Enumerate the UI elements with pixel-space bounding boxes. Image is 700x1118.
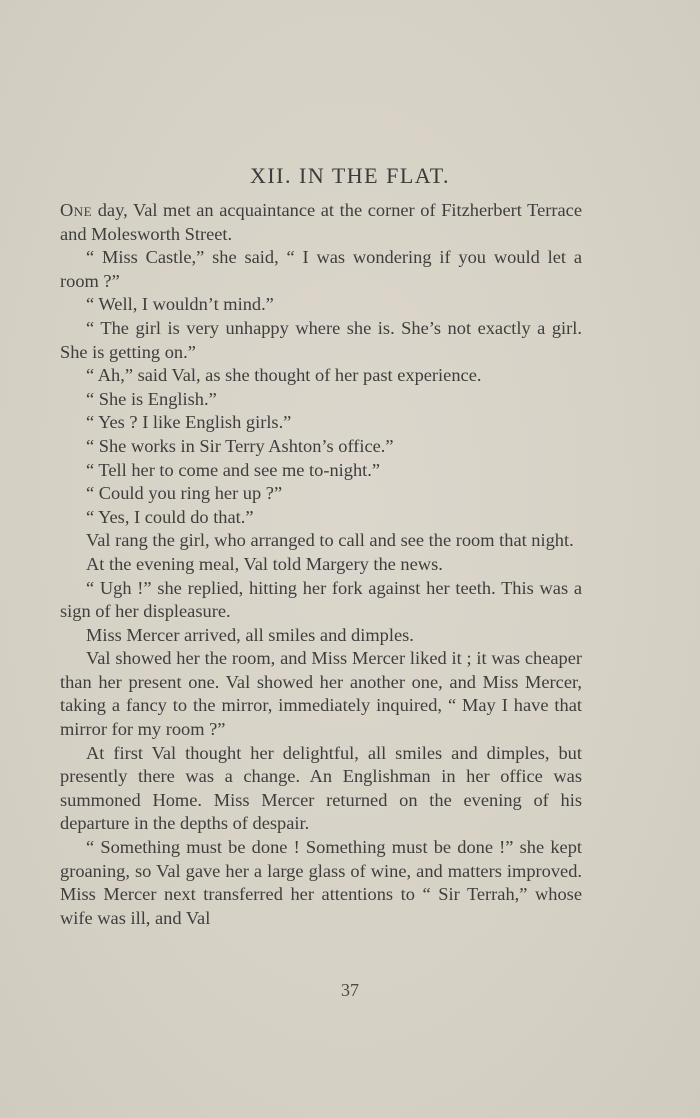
paragraph — [60, 199, 582, 246]
paragraph: At the evening meal, Val told Margery the news. — [86, 553, 443, 574]
paragraph-text: day, Val met an acquaintance at the corner of Fitzherbert Terrace and Molesworth Street. — [60, 200, 582, 244]
paragraph: “ Tell her to come and see me to-night.” — [86, 459, 381, 480]
paragraph: “ Yes, I could do that.” — [86, 506, 254, 527]
paragraph: “ The girl is very unhappy where she is. She’s not exactly a girl. She is getting on.” — [60, 317, 582, 362]
paragraph: “ Something must be done ! Something must be done !” she kept groaning, so Val gave her a large glass of wine, and matters improved. Miss Mercer next transferred her attentions to “ Sir Terrah,” whose wife was ill, and Val — [60, 837, 582, 928]
paragraph: “ She is English.” — [86, 388, 217, 409]
paragraph: Miss Mercer arrived, all smiles and dimples. — [86, 624, 414, 645]
paragraph: At first Val thought her delightful, all smiles and dimples, but presently there was a change. An Englishman in her office was summoned Home. Miss Mercer returned on the evening of his departure in the depths of despair. — [60, 742, 582, 834]
paragraph: “ Ugh !” she replied, hitting her fork against her teeth. This was a sign of her displeasure. — [60, 577, 582, 622]
paragraph: Val showed her the room, and Miss Mercer liked it ; it was cheaper than her present one. Val showed her another one, and Miss Mercer, taking a fancy to the mirror, immediately inquired, “ May I have that mirror for my room ?” — [60, 648, 582, 740]
paragraph: “ Miss Castle,” she said, “ I was wondering if you would let a room ?” — [60, 247, 582, 291]
chapter-title: XII. IN THE FLAT. — [249, 163, 451, 188]
body-text — [60, 199, 582, 930]
page-number: 37 — [341, 980, 359, 1000]
paragraph: Val rang the girl, who arranged to call and see the room that night. — [86, 530, 574, 551]
paragraph: “ Well, I wouldn’t mind.” — [86, 294, 274, 315]
drop-lead-word: One — [60, 200, 93, 220]
paragraph: “ Ah,” said Val, as she thought of her past experience. — [86, 365, 482, 386]
paragraph: “ Could you ring her up ?” — [86, 483, 283, 504]
paragraph: “ She works in Sir Terry Ashton’s office.” — [86, 435, 394, 456]
paragraph: “ Yes ? I like English girls.” — [86, 412, 292, 433]
